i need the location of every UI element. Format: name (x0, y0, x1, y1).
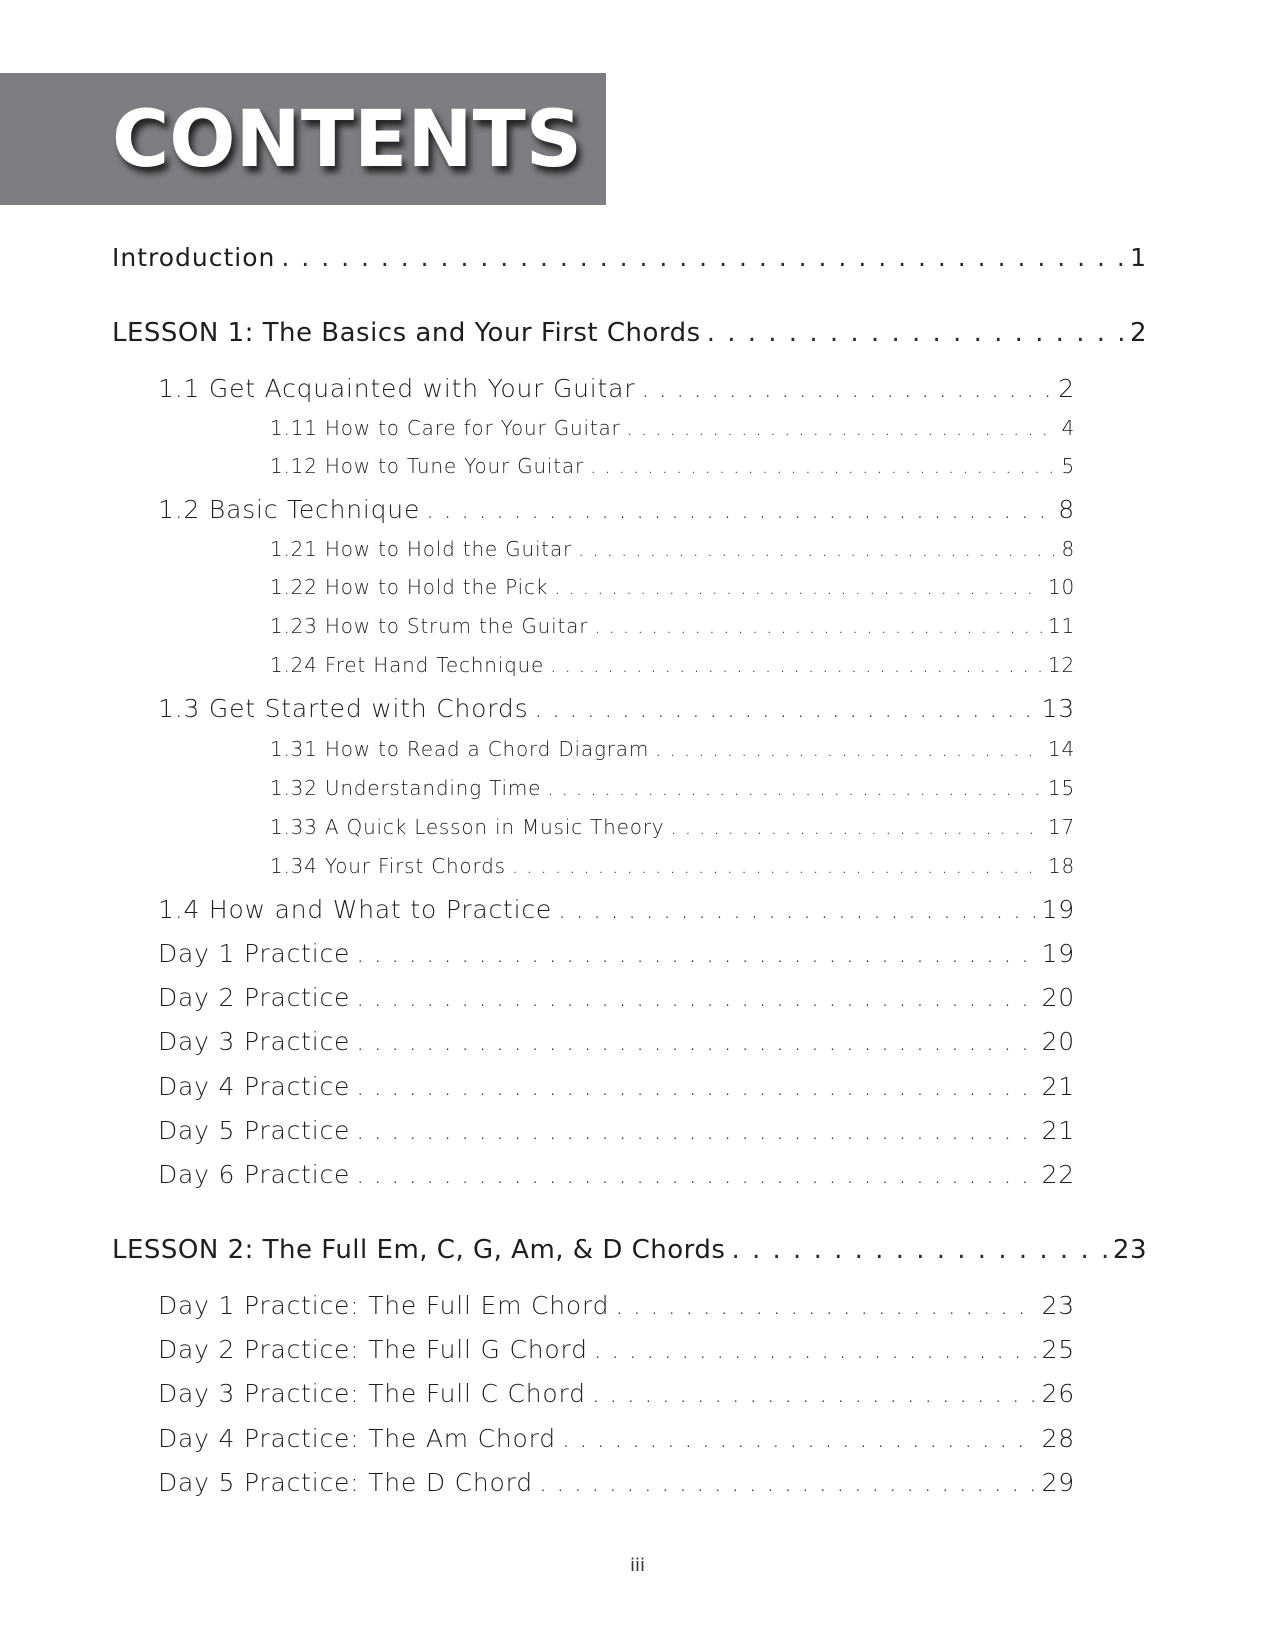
dot-leader (281, 243, 1124, 272)
toc-entry-label: 1.34 Your First Chords (270, 854, 506, 878)
toc-entry-day-3-practice[interactable] (158, 1027, 1075, 1059)
dot-leader (590, 454, 1055, 478)
toc-entry-1-2[interactable] (158, 495, 1075, 527)
toc-entry-label: Day 4 Practice: The Am Chord (158, 1424, 556, 1453)
toc-entry-page: 19 (1041, 939, 1075, 968)
toc-entry-1-11[interactable] (270, 416, 1075, 444)
toc-entry-page: 23 (1041, 1291, 1075, 1320)
toc-entry-page: 13 (1041, 694, 1075, 723)
toc-entry-1-12[interactable] (270, 454, 1075, 482)
toc-entry-lesson-2[interactable] (112, 1235, 1147, 1269)
toc-entry-label: 1.24 Fret Hand Technique (270, 653, 545, 677)
dot-leader (594, 614, 1042, 638)
toc-entry-page: 21 (1041, 1072, 1075, 1101)
dot-leader (655, 737, 1042, 761)
toc-entry-day-2-practice[interactable] (158, 983, 1075, 1015)
dot-leader (578, 537, 1055, 561)
toc-entry-page: 23 (1112, 1235, 1147, 1265)
toc-entry-1-32[interactable] (270, 776, 1075, 804)
toc-entry-page: 1 (1130, 243, 1147, 272)
toc-entry-page: 15 (1047, 776, 1075, 800)
toc-entry-lesson-2-day-2[interactable] (158, 1335, 1075, 1367)
dot-leader (641, 374, 1052, 403)
toc-entry-lesson-2-day-1[interactable] (158, 1291, 1075, 1323)
toc-entry-page: 5 (1061, 454, 1075, 478)
toc-entry-page: 10 (1047, 575, 1075, 599)
toc-entry-1-21[interactable] (270, 537, 1075, 565)
toc-entry-label: 1.2 Basic Technique (158, 495, 421, 524)
toc-entry-day-5-practice[interactable] (158, 1116, 1075, 1148)
toc-entry-page: 25 (1041, 1335, 1075, 1364)
toc-entry-lesson-2-day-4[interactable] (158, 1424, 1075, 1456)
toc-entry-page: 8 (1061, 537, 1075, 561)
toc-entry-page: 8 (1058, 495, 1075, 524)
toc-entry-label: Introduction (112, 243, 276, 272)
dot-leader (592, 1379, 1036, 1408)
toc-entry-1-4[interactable] (158, 895, 1075, 927)
toc-entry-label: Day 1 Practice: The Full Em Chord (158, 1291, 610, 1320)
toc-entry-1-22[interactable] (270, 575, 1075, 603)
dot-leader (356, 983, 1035, 1012)
toc-entry-page: 29 (1041, 1468, 1075, 1497)
toc-entry-label: Day 6 Practice (158, 1160, 351, 1189)
toc-entry-page: 2 (1058, 374, 1075, 403)
toc-entry-page: 28 (1041, 1424, 1075, 1453)
toc-entry-label: 1.32 Understanding Time (270, 776, 542, 800)
toc-entry-label: Day 4 Practice (158, 1072, 351, 1101)
dot-leader (594, 1335, 1036, 1364)
toc-entry-page: 11 (1047, 614, 1075, 638)
toc-entry-label: 1.1 Get Acquainted with Your Guitar (158, 374, 636, 403)
toc-entry-page: 20 (1041, 983, 1075, 1012)
page-title: CONTENTS (112, 95, 582, 185)
toc-entry-label: 1.31 How to Read a Chord Diagram (270, 737, 650, 761)
toc-entry-label: 1.23 How to Strum the Guitar (270, 614, 589, 638)
toc-entry-1-3[interactable] (158, 694, 1075, 726)
dot-leader (426, 495, 1052, 524)
dot-leader (356, 1072, 1035, 1101)
dot-leader (731, 1235, 1106, 1265)
toc-entry-label: 1.4 How and What to Practice (158, 895, 553, 924)
toc-entry-page: 12 (1047, 653, 1075, 677)
toc-entry-label: 1.22 How to Hold the Pick (270, 575, 549, 599)
dot-leader (627, 416, 1056, 440)
toc-entry-label: 1.11 How to Care for Your Guitar (270, 416, 621, 440)
toc-entry-page: 2 (1129, 318, 1147, 348)
toc-entry-label: 1.33 A Quick Lesson in Music Theory (270, 815, 665, 839)
toc-entry-page: 19 (1041, 895, 1075, 924)
dot-leader (539, 1468, 1036, 1497)
dot-leader (670, 815, 1042, 839)
toc-entry-page: 18 (1047, 854, 1075, 878)
toc-entry-label: 1.21 How to Hold the Guitar (270, 537, 573, 561)
dot-leader (562, 1424, 1036, 1453)
dot-leader (547, 776, 1042, 800)
toc-entry-lesson-1[interactable] (112, 318, 1147, 352)
toc-entry-label: LESSON 1: The Basics and Your First Chords (112, 318, 701, 348)
dot-leader (356, 1116, 1035, 1145)
toc-entry-label: Day 3 Practice: The Full C Chord (158, 1379, 586, 1408)
toc-entry-lesson-2-day-3[interactable] (158, 1379, 1075, 1411)
toc-entry-page: 21 (1041, 1116, 1075, 1145)
toc-entry-page: 4 (1061, 416, 1075, 440)
dot-leader (615, 1291, 1035, 1320)
toc-entry-label: Day 2 Practice: The Full G Chord (158, 1335, 588, 1364)
toc-entry-page: 22 (1041, 1160, 1075, 1189)
dot-leader (356, 1160, 1035, 1189)
toc-entry-page: 14 (1047, 737, 1075, 761)
toc-entry-label: LESSON 2: The Full Em, C, G, Am, & D Chords (112, 1235, 726, 1265)
toc-entry-day-6-practice[interactable] (158, 1160, 1075, 1192)
dot-leader (554, 575, 1042, 599)
toc-entry-label: Day 5 Practice: The D Chord (158, 1468, 533, 1497)
toc-entry-introduction[interactable] (112, 243, 1147, 277)
toc-entry-1-31[interactable] (270, 737, 1075, 765)
dot-leader (356, 939, 1035, 968)
toc-entry-page: 17 (1047, 815, 1075, 839)
toc-entry-day-4-practice[interactable] (158, 1072, 1075, 1104)
toc-entry-1-1[interactable] (158, 374, 1075, 406)
toc-entry-page: 20 (1041, 1027, 1075, 1056)
toc-entry-lesson-2-day-5[interactable] (158, 1468, 1075, 1500)
dot-leader (534, 694, 1035, 723)
toc-entry-label: Day 3 Practice (158, 1027, 351, 1056)
page-number: iii (629, 1555, 645, 1576)
toc-entry-label: Day 1 Practice (158, 939, 351, 968)
toc-entry-page: 26 (1041, 1379, 1075, 1408)
toc-entry-label: Day 5 Practice (158, 1116, 351, 1145)
toc-entry-day-1-practice[interactable] (158, 939, 1075, 971)
toc-entry-1-24[interactable] (270, 653, 1075, 681)
dot-leader (558, 895, 1035, 924)
dot-leader (356, 1027, 1035, 1056)
toc-entry-label: Day 2 Practice (158, 983, 351, 1012)
dot-leader (512, 854, 1042, 878)
toc-entry-1-23[interactable] (270, 614, 1075, 642)
toc-entry-1-33[interactable] (270, 815, 1075, 843)
toc-entry-label: 1.3 Get Started with Chords (158, 694, 529, 723)
toc-entry-label: 1.12 How to Tune Your Guitar (270, 454, 585, 478)
dot-leader (550, 653, 1042, 677)
toc-entry-1-34[interactable] (270, 854, 1075, 882)
dot-leader (707, 318, 1124, 348)
